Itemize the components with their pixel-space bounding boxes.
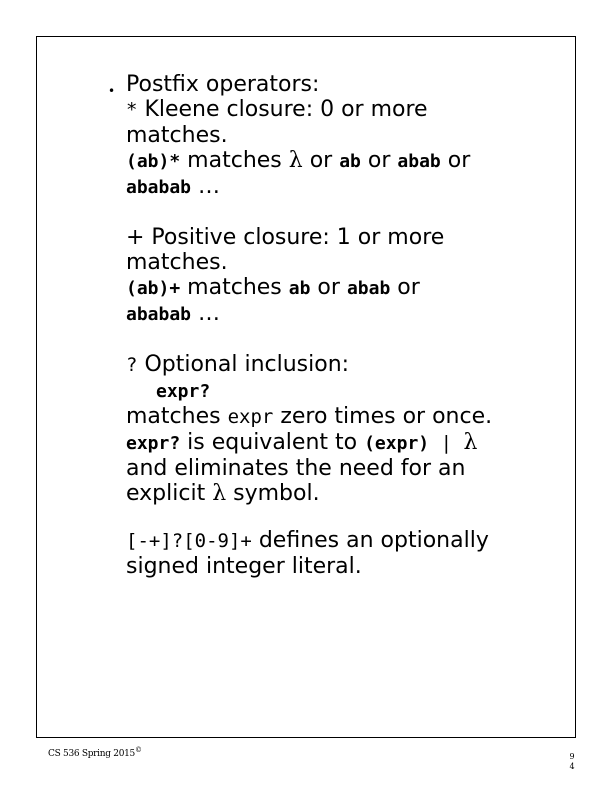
- integer-regex-code: [-+]?[0-9]+: [126, 530, 252, 552]
- positive-example-cont: [126, 301, 566, 327]
- optional-line4-text2: symbol.: [226, 481, 320, 506]
- positive-title-cont: matches.: [126, 250, 228, 275]
- lambda-symbol: λ: [212, 481, 227, 506]
- footer-course: [48, 746, 142, 759]
- kleene-title: [126, 97, 566, 123]
- page-number: [566, 752, 578, 772]
- kleene-example-text: matches: [180, 148, 289, 173]
- optional-line2: [126, 430, 566, 456]
- integer-line1: [126, 528, 566, 554]
- kleene-example-or: or: [440, 148, 471, 173]
- optional-line4: [126, 481, 566, 506]
- copyright-symbol: ©: [134, 746, 142, 754]
- alternation-bar: |: [429, 432, 464, 454]
- positive-title-text: Positive closure: 1 or more: [144, 225, 445, 250]
- positive-example-code-abab: abab: [346, 278, 391, 299]
- page-number-bottom: 4: [569, 762, 575, 771]
- footer-course-text: CS 536 Spring 2015: [48, 749, 135, 759]
- ellipsis: …: [191, 174, 221, 199]
- optional-line1-text2: zero times or once.: [273, 404, 493, 429]
- optional-op: ?: [126, 354, 138, 376]
- optional-line2-code2: (expr): [364, 433, 430, 454]
- kleene-example-or: or: [360, 148, 398, 173]
- positive-title: [126, 225, 566, 250]
- positive-example-text: matches: [180, 275, 289, 300]
- kleene-example-or: or: [302, 148, 340, 173]
- positive-example-code: (ab)+: [126, 278, 181, 299]
- optional-code: [126, 378, 566, 404]
- optional-line2-code: expr?: [126, 433, 181, 454]
- positive-example-code-ab: ab: [288, 278, 311, 299]
- optional-line3: and eliminates the need for an: [126, 456, 466, 481]
- optional-line1-code: expr: [227, 406, 274, 428]
- kleene-example-code: (ab)*: [126, 151, 181, 172]
- integer-line2: signed integer literal.: [126, 554, 362, 579]
- optional-title-text: Optional inclusion:: [137, 352, 350, 377]
- positive-example: [126, 275, 566, 301]
- optional-line1-text: matches: [126, 404, 228, 429]
- kleene-example-cont: [126, 174, 566, 200]
- optional-title: [126, 352, 566, 378]
- kleene-title-text: Kleene closure: 0 or more: [137, 97, 428, 122]
- positive-example-or: or: [310, 275, 347, 300]
- positive-example-or: or: [390, 275, 420, 300]
- integer-text: defines an optionally: [251, 528, 489, 553]
- ellipsis: …: [191, 301, 221, 326]
- lambda-symbol: λ: [288, 148, 303, 173]
- kleene-example-code-ab: ab: [339, 151, 361, 172]
- optional-code-text: expr?: [156, 381, 211, 402]
- slide-content: [126, 72, 566, 579]
- optional-line1: [126, 404, 566, 430]
- bullet-marker: •: [108, 84, 116, 98]
- page-number-top: 9: [569, 752, 575, 761]
- kleene-example-code-ababab: ababab: [126, 177, 192, 198]
- positive-op: +: [126, 225, 145, 250]
- optional-line2-text: is equivalent to: [180, 430, 365, 455]
- positive-example-code-ababab: ababab: [126, 304, 192, 325]
- kleene-title-cont: matches.: [126, 123, 228, 148]
- kleene-example-code-abab: abab: [397, 151, 441, 172]
- heading: Postfix operators:: [126, 72, 320, 97]
- kleene-example: [126, 148, 566, 174]
- lambda-symbol: λ: [463, 430, 478, 455]
- optional-line4-text: explicit: [126, 481, 213, 506]
- kleene-op: *: [126, 99, 138, 121]
